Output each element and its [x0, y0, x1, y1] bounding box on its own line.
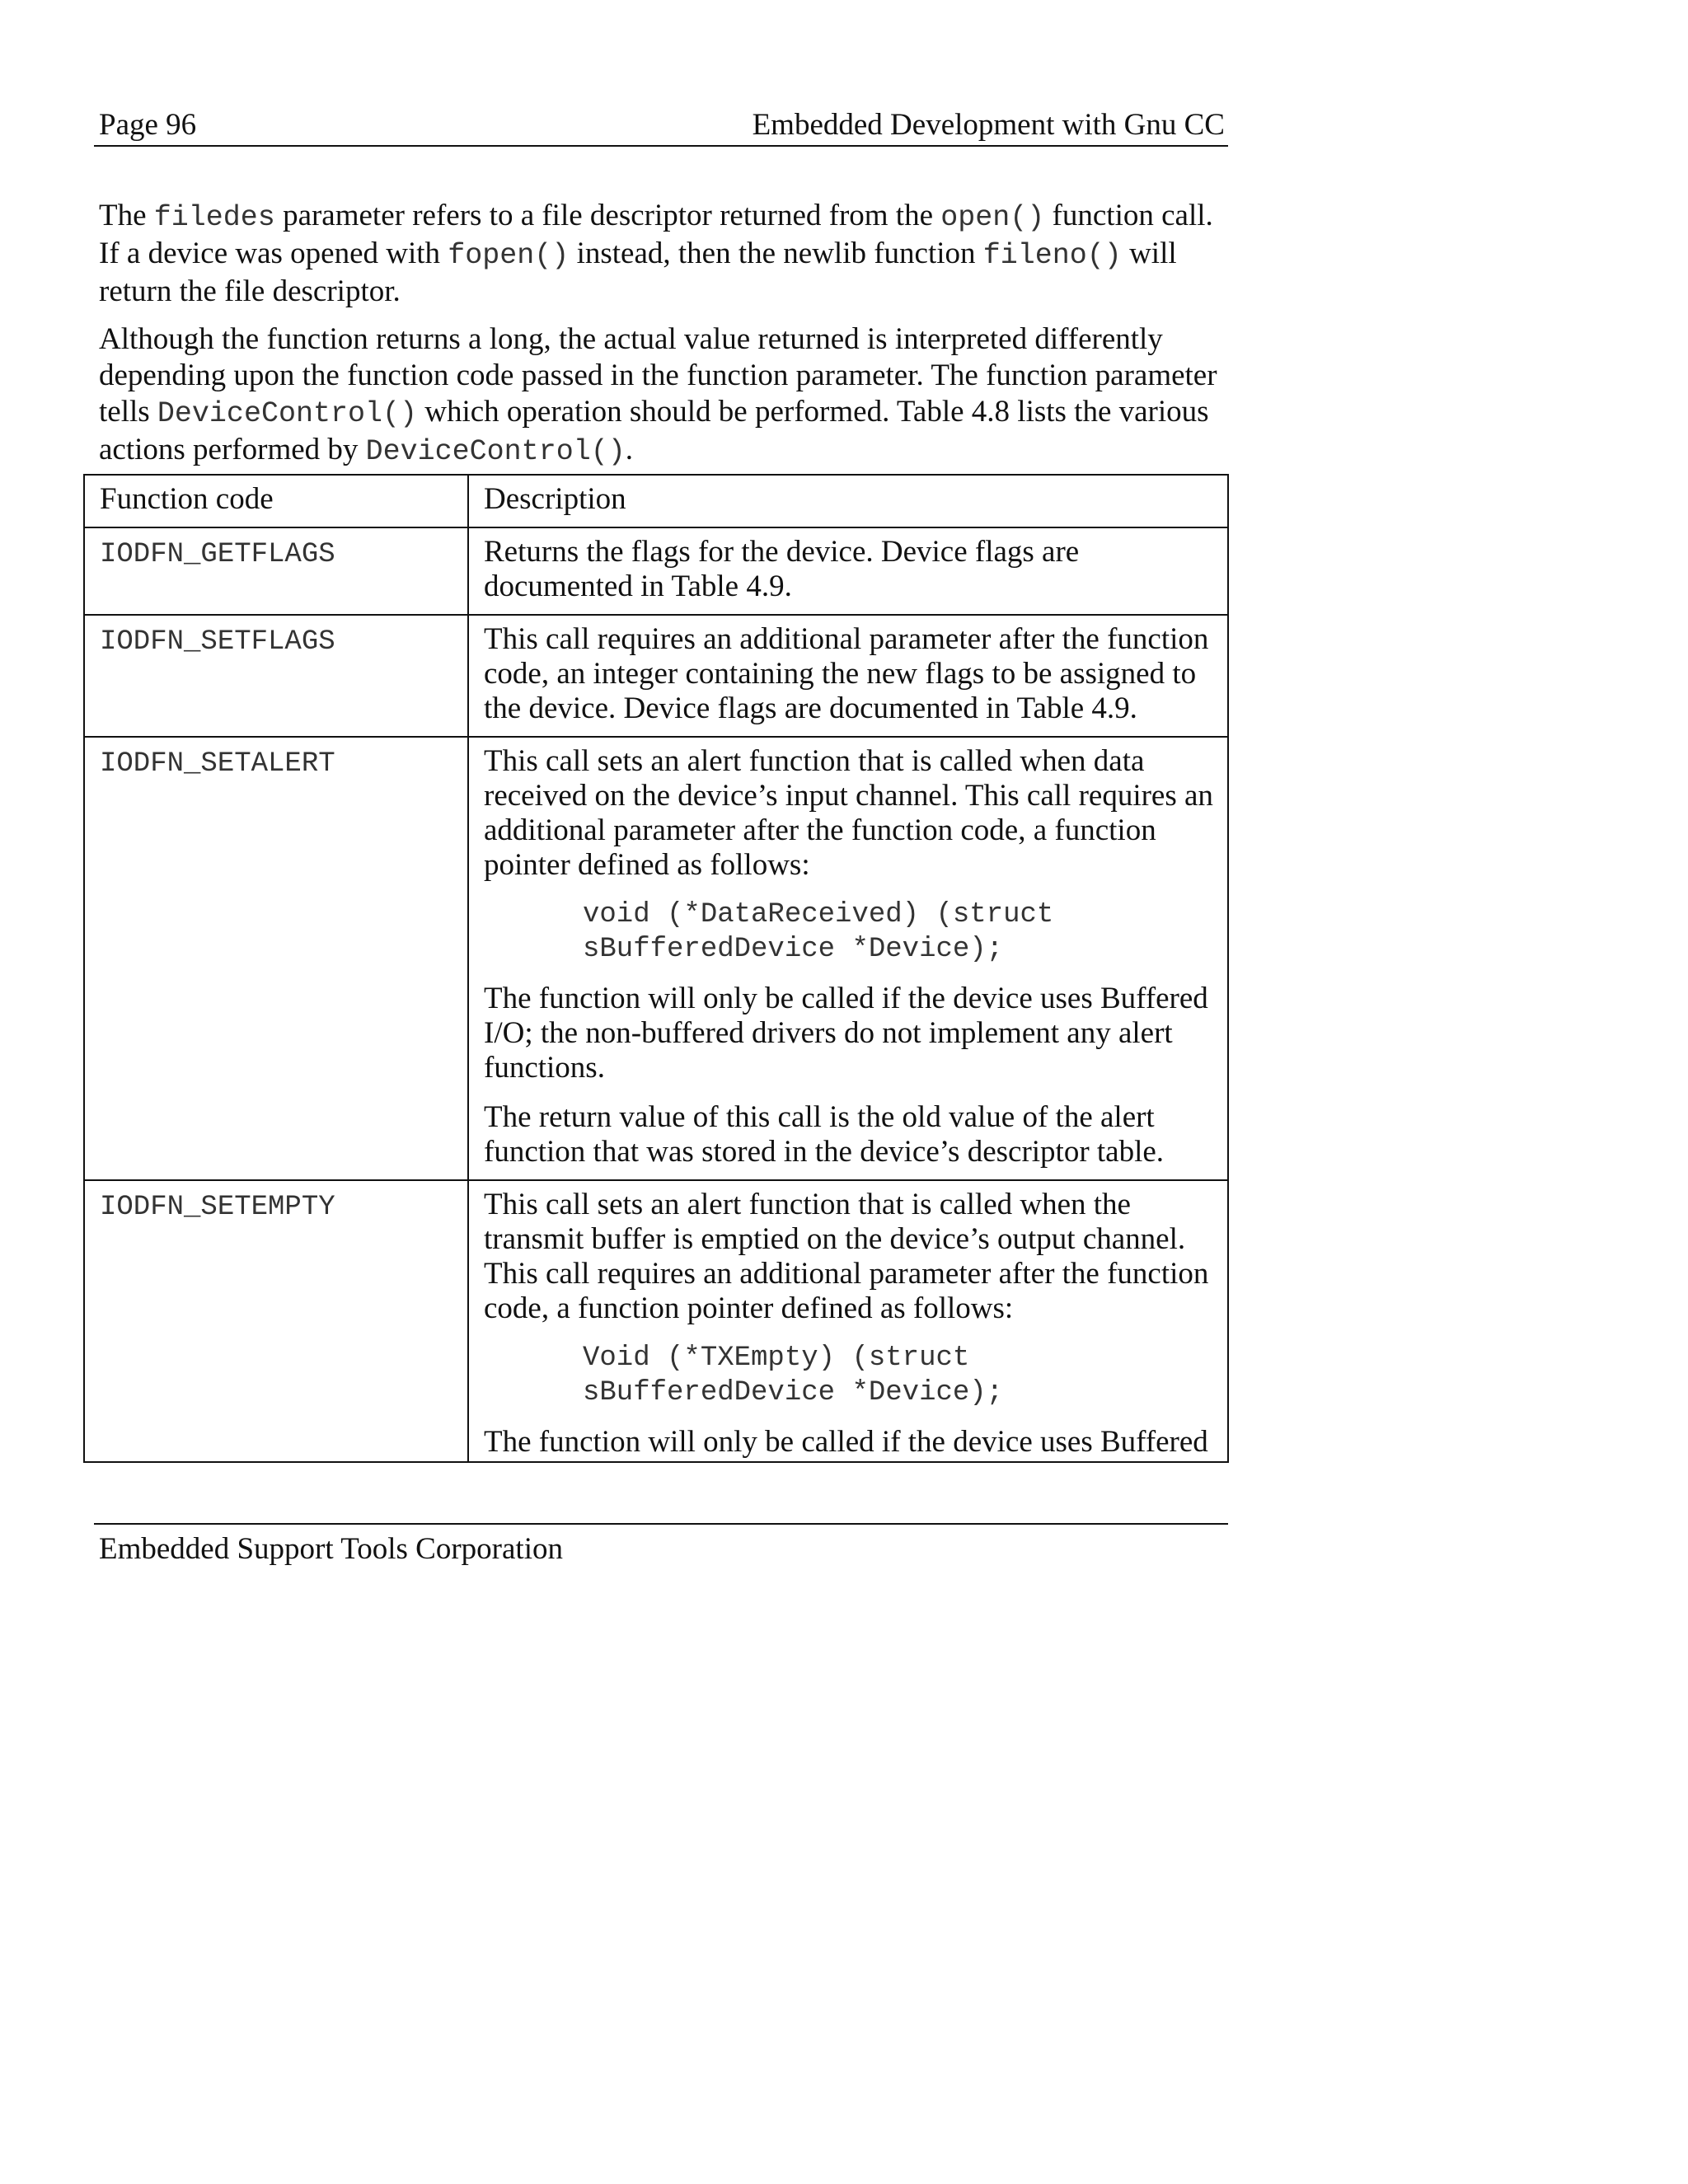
description-text: This call requires an additional parameter after the function code, an integer containing the new flags to be assigned to the device. Device flags are documented in Table 4.9.: [484, 622, 1209, 725]
inline-code: fopen(): [448, 239, 570, 272]
text: Although the function returns a long, the actual value returned is interpreted differently depending upon the function code passed in the function parameter. The function parameter tells: [99, 322, 1217, 429]
table-row: [84, 737, 1228, 1180]
text: will return the file descriptor.: [99, 237, 1177, 308]
inline-code: DeviceControl(): [157, 397, 417, 430]
inline-code: DeviceControl(): [365, 435, 626, 468]
description-text: The function will only be called if the device uses Buffered: [484, 1425, 1208, 1459]
inline-code: filedes: [153, 201, 275, 234]
text: .: [625, 433, 633, 466]
description-text: Returns the flags for the device. Device flags are documented in Table 4.9.: [484, 535, 1080, 603]
function-code: IODFN_SETFLAGS: [100, 626, 335, 658]
description-cell: [468, 1180, 1228, 1462]
inline-code: fileno(): [982, 239, 1122, 272]
table-row: [84, 527, 1228, 615]
description-text: The return value of this call is the old value of the alert function that was stored in the device’s descriptor table.: [484, 1100, 1165, 1169]
page-header: [94, 105, 1228, 147]
table-row: [84, 1180, 1228, 1462]
function-code: IODFN_GETFLAGS: [100, 539, 335, 570]
code-line: void (*DataReceived) (struct: [583, 899, 1054, 930]
description-cell: [468, 737, 1228, 1180]
description-text: This call sets an alert function that is called when the transmit buffer is emptied on the device’s output channel. This call requires an additional parameter after the function code, a function pointer defined as follows:: [484, 1188, 1209, 1325]
paragraph-file-descriptor: [99, 198, 1228, 310]
text: function call. If a device was opened with: [99, 199, 1213, 270]
table-row: [84, 615, 1228, 737]
table-header-row: [84, 475, 1228, 527]
code-sample: [583, 898, 1216, 967]
code-sample: [583, 1341, 1216, 1410]
text: parameter refers to a file descriptor returned from the: [274, 199, 941, 232]
header-description: Description: [468, 475, 1228, 527]
description-cell: [468, 527, 1228, 615]
description-text: The function will only be called if the device uses Buffered I/O; the non-buffered drivers do not implement any alert functions.: [484, 982, 1208, 1085]
page-footer: [94, 1523, 1228, 1569]
header-function-code: Function code: [84, 475, 468, 527]
book-title: Embedded Development with Gnu CC: [752, 108, 1225, 142]
page-number: Page 96: [99, 108, 197, 142]
function-code: IODFN_SETALERT: [100, 748, 335, 780]
description-text: This call sets an alert function that is called when data received on the device’s input channel. This call requires an additional parameter after the function code, a function pointer defined as follows:: [484, 744, 1213, 882]
text: instead, then the newlib function: [569, 237, 983, 270]
paragraph-return-value: [99, 321, 1228, 470]
text: The: [99, 199, 154, 232]
code-line: sBufferedDevice *Device);: [583, 1377, 1004, 1408]
code-line: Void (*TXEmpty) (struct: [583, 1343, 970, 1374]
text: which operation should be performed. Table 4.8 lists the various actions performed by: [99, 395, 1209, 466]
function-code: IODFN_SETEMPTY: [100, 1192, 335, 1223]
inline-code: open(): [940, 201, 1045, 234]
code-line: sBufferedDevice *Device);: [583, 934, 1004, 965]
function-code-table: [83, 474, 1229, 1463]
description-cell: [468, 615, 1228, 737]
company-name: Embedded Support Tools Corporation: [99, 1532, 563, 1566]
